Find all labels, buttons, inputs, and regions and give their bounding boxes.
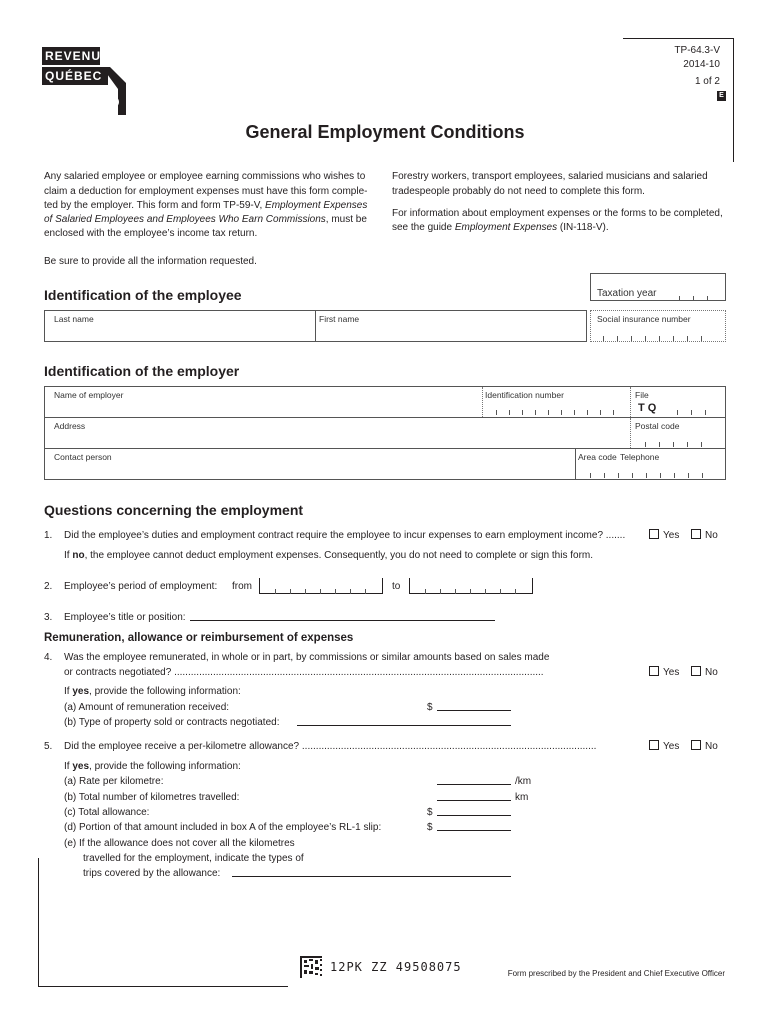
q3-text: Employee’s title or position: [64,612,186,623]
q5b-label: (b) Total number of kilometres travelled: [64,792,240,803]
intro-left-line3-text: ted by the employer. This form and form TP-59-V, [44,200,263,211]
q4-no-checkbox[interactable] [691,666,701,676]
q5a-rate-input[interactable] [437,784,511,785]
q4-if-bold: yes [72,686,90,697]
q5a-label: (a) Rate per kilometre: [64,776,164,787]
intro-right-p2-line2 [392,221,609,234]
intro-left-line5: enclosed with the employee’s income tax return. [44,228,258,239]
q1-no-checkbox[interactable] [691,529,701,539]
intro-guide-post: (IN-118-V). [557,222,609,233]
q5c-dollar: $ [427,807,433,818]
q4-no-label: No [705,667,718,678]
q4a-label: (a) Amount of remuneration received: [64,702,230,713]
q4-yes-checkbox[interactable] [649,666,659,676]
address-label: Address [54,421,86,431]
form-date-code: 2014-10 [683,59,720,70]
q5-text: Did the employee receive a per-kilometre allowance? .......................................................................................................... [64,741,597,752]
intro-left-line2: claim a deduction for employment expenses must have this form comple- [44,186,368,197]
q5c-allowance-input[interactable] [437,815,511,816]
q5e-label-line1: (e) If the allowance does not cover all the kilometres [64,838,295,849]
telephone-label: Telephone [620,452,660,462]
address-input[interactable] [46,431,626,447]
q5e-label-line2: travelled for the employment, indicate the types of [83,853,304,864]
contact-person-label: Contact person [54,452,112,462]
questions-heading: Questions concerning the employment [44,502,304,518]
employer-name-input[interactable] [46,400,479,415]
q2-to-label: to [392,581,401,592]
q1-subtext [64,549,593,562]
q5-yes-label: Yes [663,741,680,752]
q5-if-yes [64,760,241,773]
q5-number: 5. [44,741,53,752]
postal-code-label: Postal code [635,421,680,431]
q5b-km-input[interactable] [437,800,511,801]
q5-no-checkbox[interactable] [691,740,701,750]
revenu-quebec-logo [42,47,124,115]
q5e-label-line3: trips covered by the allowance: [83,868,221,879]
intro-left-line3 [44,199,367,212]
q4b-label: (b) Type of property sold or contracts negotiated: [64,717,280,728]
remuneration-heading: Remuneration, allowance or reimbursement of expenses [44,632,354,644]
first-name-label: First name [319,314,360,324]
q2-from-date-input[interactable] [259,578,383,594]
language-badge: E [717,91,726,101]
footer-corner-line [38,858,288,987]
intro-left-line1: Any salaried employee or employee earning commissions who wishes to [44,171,366,182]
last-name-input[interactable] [45,323,313,341]
barcode-text: 12PK ZZ 49508075 [330,960,462,974]
q1-sub-bold: no [72,550,85,561]
intro-right-p2-line1: For information about employment expenses or the forms to be completed, [392,208,723,219]
q5-yes-checkbox[interactable] [649,740,659,750]
q5-if-bold: yes [72,761,90,772]
fleur-de-lis-icon [102,67,126,115]
page-number: 1 of 2 [694,76,720,87]
q2-text: Employee’s period of employment: [64,581,218,592]
sin-field[interactable] [590,310,726,342]
q2-to-date-input[interactable] [409,578,533,594]
q1-sub-post: , the employee cannot deduct employment expenses. Consequently, you do not need to complete or sign this form. [84,550,594,561]
provide-all-info: Be sure to provide all the information requested. [44,256,257,267]
q4-yes-label: Yes [663,667,680,678]
telephone-input[interactable] [576,462,725,478]
logo-revenu-text: REVENU [45,49,102,63]
q1-text: Did the employee’s duties and employment contract require the employee to incur expenses to earn employment income? ....... [64,530,626,541]
q4-if-yes [64,685,241,698]
q4-number: 4. [44,652,53,663]
q2-from-label: from [232,581,252,592]
intro-guide-title: Employment Expenses [454,222,558,233]
last-name-label: Last name [54,314,94,324]
q2-number: 2. [44,581,53,592]
q4-if-pre: If [64,686,73,697]
q4-text-line2: or contracts negotiated? ..................................................................................................................................... [64,667,544,678]
q1-sub-pre: If [64,550,73,561]
q4a-dollar: $ [427,702,433,713]
q1-yes-checkbox[interactable] [649,529,659,539]
barcode-icon [300,956,322,978]
intro-after-italic: , must be [325,214,367,225]
first-name-input[interactable] [316,323,586,341]
intro-right-p1-line2: tradespeople probably do not need to complete this form. [392,186,645,197]
intro-right-p1-line1: Forestry workers, transport employees, salaried musicians and salaried [392,171,708,182]
taxation-year-field[interactable] [590,273,726,301]
employee-heading: Identification of the employee [44,287,242,303]
q1-yes-label: Yes [663,530,680,541]
intro-left-line4 [44,213,367,226]
file-input[interactable] [663,400,725,415]
logo-quebec-text: QUÉBEC [45,69,103,83]
q5-if-post: , provide the following information: [89,761,241,772]
area-code-label: Area code [578,452,617,462]
q5c-label: (c) Total allowance: [64,807,150,818]
q5b-unit: km [515,792,529,803]
q4-if-post: , provide the following information: [89,686,241,697]
q5d-label: (d) Portion of that amount included in box A of the employee’s RL-1 slip: [64,822,382,833]
intro-guide-pre: see the guide [392,222,455,233]
employer-name-label: Name of employer [54,390,124,400]
file-label: File [635,390,649,400]
contact-person-input[interactable] [46,462,572,478]
q5-no-label: No [705,741,718,752]
q4b-type-input[interactable] [297,725,511,726]
employer-heading: Identification of the employer [44,363,240,379]
file-prefix: T Q [638,402,657,414]
q3-number: 3. [44,612,53,623]
q3-title-input[interactable] [190,620,495,621]
identification-number-input[interactable] [483,400,627,415]
q1-number: 1. [44,530,53,541]
q4-text-line1: Was the employee remunerated, in whole or in part, by commissions or similar amounts based on sales made [64,652,550,663]
intro-italic-title-2: of Salaried Employees and Employees Who Earn Commissions [44,214,326,225]
q5d-dollar: $ [427,822,433,833]
q1-no-label: No [705,530,718,541]
intro-italic-title-1: Employment Expenses [265,200,368,211]
q5-if-pre: If [64,761,73,772]
page-title: General Employment Conditions [245,122,525,142]
q4a-amount-input[interactable] [437,710,511,711]
postal-code-input[interactable] [631,431,725,447]
form-code: TP-64.3-V [674,45,720,56]
identification-number-label: Identification number [485,390,564,400]
taxation-year-label: Taxation year [597,288,657,299]
prescribed-by: Form prescribed by the President and Chief Executive Officer [507,969,725,978]
q5d-portion-input[interactable] [437,830,511,831]
q5a-unit: /km [515,776,532,787]
sin-label: Social insurance number [597,314,691,324]
